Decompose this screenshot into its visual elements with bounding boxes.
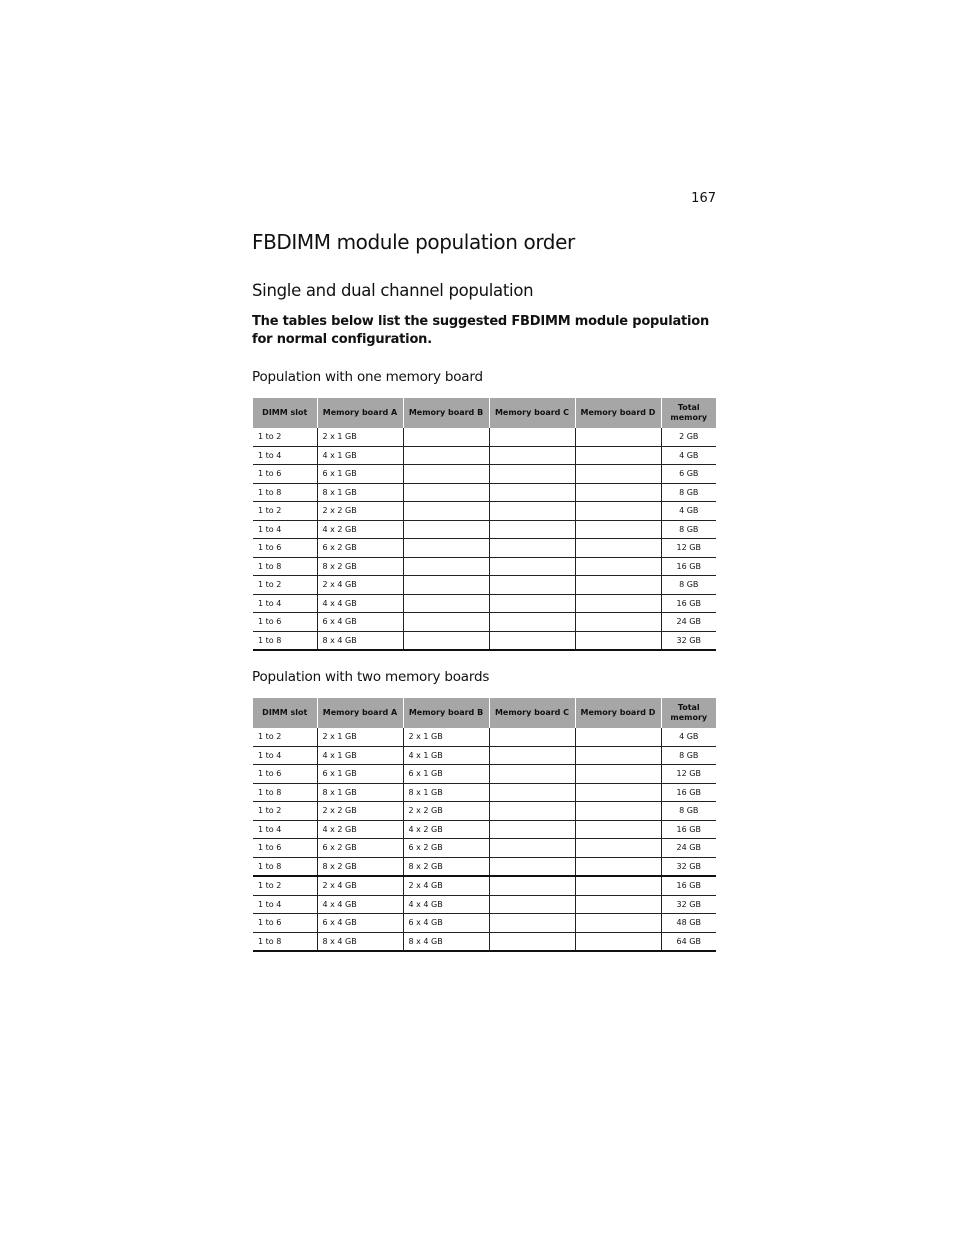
cell-memory-board-d <box>575 895 661 914</box>
cell-total-memory: 8 GB <box>661 746 716 765</box>
cell-memory-board-c <box>489 783 575 802</box>
cell-memory-board-c <box>489 594 575 613</box>
table-row <box>253 520 716 539</box>
cell-total-memory: 8 GB <box>661 520 716 539</box>
cell-memory-board-a: 4 x 4 GB <box>317 895 403 914</box>
table-row <box>253 631 716 650</box>
cell-memory-board-b <box>403 539 489 558</box>
cell-memory-board-a: 6 x 4 GB <box>317 914 403 933</box>
cell-memory-board-a: 8 x 1 GB <box>317 483 403 502</box>
cell-memory-board-c <box>489 914 575 933</box>
page-title: FBDIMM module population order <box>252 230 575 254</box>
cell-memory-board-c <box>489 631 575 650</box>
cell-memory-board-a: 8 x 2 GB <box>317 857 403 876</box>
header-memory-board-a: Memory board A <box>317 398 403 428</box>
cell-memory-board-d <box>575 520 661 539</box>
cell-memory-board-a: 4 x 1 GB <box>317 746 403 765</box>
cell-total-memory: 6 GB <box>661 465 716 484</box>
page-number: 167 <box>691 191 716 206</box>
cell-total-memory: 12 GB <box>661 539 716 558</box>
cell-memory-board-b: 6 x 4 GB <box>403 914 489 933</box>
cell-dimm-slot: 1 to 8 <box>253 483 317 502</box>
cell-memory-board-a: 8 x 4 GB <box>317 932 403 951</box>
cell-memory-board-d <box>575 839 661 858</box>
cell-total-memory: 8 GB <box>661 483 716 502</box>
cell-memory-board-c <box>489 520 575 539</box>
cell-memory-board-a: 2 x 1 GB <box>317 428 403 446</box>
cell-memory-board-b <box>403 446 489 465</box>
header-memory-board-b: Memory board B <box>403 398 489 428</box>
cell-dimm-slot: 1 to 2 <box>253 802 317 821</box>
table-row <box>253 483 716 502</box>
cell-memory-board-c <box>489 802 575 821</box>
cell-memory-board-b <box>403 594 489 613</box>
header-dimm-slot: DIMM slot <box>253 698 317 728</box>
header-memory-board-d: Memory board D <box>575 398 661 428</box>
cell-memory-board-d <box>575 594 661 613</box>
cell-memory-board-d <box>575 483 661 502</box>
section-title: Single and dual channel population <box>252 281 534 300</box>
cell-dimm-slot: 1 to 8 <box>253 557 317 576</box>
table-one-caption: Population with one memory board <box>252 369 483 385</box>
cell-memory-board-b <box>403 557 489 576</box>
cell-memory-board-a: 6 x 1 GB <box>317 465 403 484</box>
cell-memory-board-a: 6 x 2 GB <box>317 539 403 558</box>
cell-total-memory: 8 GB <box>661 802 716 821</box>
cell-memory-board-b: 8 x 4 GB <box>403 932 489 951</box>
cell-dimm-slot: 1 to 4 <box>253 895 317 914</box>
cell-memory-board-b: 8 x 1 GB <box>403 783 489 802</box>
table-row <box>253 802 716 821</box>
table-row <box>253 728 716 746</box>
cell-total-memory: 8 GB <box>661 576 716 595</box>
header-memory-board-a: Memory board A <box>317 698 403 728</box>
cell-memory-board-c <box>489 857 575 876</box>
cell-memory-board-b: 4 x 4 GB <box>403 895 489 914</box>
cell-memory-board-b: 2 x 1 GB <box>403 728 489 746</box>
cell-total-memory: 64 GB <box>661 932 716 951</box>
cell-memory-board-b: 8 x 2 GB <box>403 857 489 876</box>
cell-total-memory: 32 GB <box>661 857 716 876</box>
cell-memory-board-c <box>489 932 575 951</box>
header-total-memory: Total memory <box>661 398 716 428</box>
cell-memory-board-b <box>403 465 489 484</box>
cell-memory-board-c <box>489 557 575 576</box>
table-row <box>253 895 716 914</box>
cell-dimm-slot: 1 to 4 <box>253 446 317 465</box>
cell-total-memory: 4 GB <box>661 446 716 465</box>
table-header-row <box>253 398 716 428</box>
cell-memory-board-d <box>575 857 661 876</box>
cell-memory-board-a: 8 x 2 GB <box>317 557 403 576</box>
cell-memory-board-d <box>575 465 661 484</box>
cell-total-memory: 12 GB <box>661 765 716 784</box>
cell-total-memory: 2 GB <box>661 428 716 446</box>
cell-memory-board-a: 2 x 4 GB <box>317 876 403 895</box>
cell-memory-board-d <box>575 613 661 632</box>
cell-memory-board-b <box>403 483 489 502</box>
cell-total-memory: 24 GB <box>661 839 716 858</box>
cell-memory-board-d <box>575 765 661 784</box>
cell-memory-board-c <box>489 765 575 784</box>
population-table-two-boards <box>253 698 716 952</box>
table-header-row <box>253 698 716 728</box>
cell-memory-board-c <box>489 895 575 914</box>
table-row <box>253 502 716 521</box>
cell-memory-board-c <box>489 483 575 502</box>
table-row <box>253 594 716 613</box>
cell-memory-board-a: 8 x 1 GB <box>317 783 403 802</box>
cell-memory-board-d <box>575 932 661 951</box>
cell-dimm-slot: 1 to 6 <box>253 613 317 632</box>
table-row <box>253 820 716 839</box>
cell-memory-board-b <box>403 631 489 650</box>
cell-memory-board-a: 2 x 1 GB <box>317 728 403 746</box>
table-row <box>253 932 716 951</box>
cell-dimm-slot: 1 to 4 <box>253 820 317 839</box>
table-row <box>253 465 716 484</box>
cell-memory-board-c <box>489 428 575 446</box>
table-two-caption: Population with two memory boards <box>252 669 490 685</box>
cell-memory-board-b: 4 x 2 GB <box>403 820 489 839</box>
cell-dimm-slot: 1 to 2 <box>253 876 317 895</box>
header-dimm-slot: DIMM slot <box>253 398 317 428</box>
cell-dimm-slot: 1 to 6 <box>253 465 317 484</box>
cell-memory-board-a: 4 x 2 GB <box>317 820 403 839</box>
cell-memory-board-a: 6 x 1 GB <box>317 765 403 784</box>
table-row <box>253 557 716 576</box>
table-row <box>253 765 716 784</box>
table-row <box>253 857 716 876</box>
table-row <box>253 539 716 558</box>
cell-memory-board-d <box>575 502 661 521</box>
cell-memory-board-b <box>403 428 489 446</box>
cell-total-memory: 16 GB <box>661 876 716 895</box>
cell-dimm-slot: 1 to 4 <box>253 746 317 765</box>
cell-memory-board-c <box>489 839 575 858</box>
cell-memory-board-d <box>575 746 661 765</box>
cell-memory-board-a: 6 x 2 GB <box>317 839 403 858</box>
intro-paragraph: The tables below list the suggested FBDIMM module population for normal configuration. <box>252 314 710 347</box>
cell-memory-board-b: 2 x 2 GB <box>403 802 489 821</box>
cell-dimm-slot: 1 to 6 <box>253 539 317 558</box>
cell-memory-board-d <box>575 428 661 446</box>
table-row <box>253 576 716 595</box>
cell-memory-board-a: 2 x 2 GB <box>317 802 403 821</box>
cell-memory-board-b <box>403 576 489 595</box>
cell-total-memory: 24 GB <box>661 613 716 632</box>
cell-total-memory: 16 GB <box>661 783 716 802</box>
cell-memory-board-c <box>489 446 575 465</box>
table-row <box>253 428 716 446</box>
cell-memory-board-d <box>575 914 661 933</box>
cell-memory-board-a: 8 x 4 GB <box>317 631 403 650</box>
cell-memory-board-c <box>489 876 575 895</box>
cell-memory-board-d <box>575 820 661 839</box>
cell-dimm-slot: 1 to 2 <box>253 428 317 446</box>
cell-memory-board-a: 4 x 2 GB <box>317 520 403 539</box>
cell-total-memory: 32 GB <box>661 631 716 650</box>
cell-memory-board-c <box>489 613 575 632</box>
table-row <box>253 783 716 802</box>
cell-total-memory: 4 GB <box>661 502 716 521</box>
header-memory-board-c: Memory board C <box>489 698 575 728</box>
cell-total-memory: 48 GB <box>661 914 716 933</box>
cell-memory-board-a: 2 x 4 GB <box>317 576 403 595</box>
cell-memory-board-a: 4 x 4 GB <box>317 594 403 613</box>
cell-memory-board-a: 2 x 2 GB <box>317 502 403 521</box>
cell-dimm-slot: 1 to 4 <box>253 594 317 613</box>
cell-memory-board-b: 2 x 4 GB <box>403 876 489 895</box>
cell-memory-board-c <box>489 502 575 521</box>
cell-dimm-slot: 1 to 4 <box>253 520 317 539</box>
table-row <box>253 876 716 895</box>
cell-total-memory: 4 GB <box>661 728 716 746</box>
cell-memory-board-a: 6 x 4 GB <box>317 613 403 632</box>
cell-total-memory: 16 GB <box>661 594 716 613</box>
cell-total-memory: 32 GB <box>661 895 716 914</box>
cell-memory-board-c <box>489 728 575 746</box>
cell-memory-board-c <box>489 539 575 558</box>
cell-dimm-slot: 1 to 8 <box>253 857 317 876</box>
cell-memory-board-b: 6 x 2 GB <box>403 839 489 858</box>
cell-memory-board-d <box>575 557 661 576</box>
cell-memory-board-c <box>489 746 575 765</box>
table-row <box>253 613 716 632</box>
cell-dimm-slot: 1 to 8 <box>253 932 317 951</box>
cell-memory-board-b <box>403 502 489 521</box>
cell-dimm-slot: 1 to 2 <box>253 728 317 746</box>
cell-memory-board-c <box>489 576 575 595</box>
cell-memory-board-d <box>575 539 661 558</box>
cell-dimm-slot: 1 to 8 <box>253 783 317 802</box>
cell-dimm-slot: 1 to 2 <box>253 502 317 521</box>
cell-memory-board-b: 4 x 1 GB <box>403 746 489 765</box>
cell-memory-board-d <box>575 876 661 895</box>
header-memory-board-c: Memory board C <box>489 398 575 428</box>
cell-total-memory: 16 GB <box>661 820 716 839</box>
cell-memory-board-a: 4 x 1 GB <box>317 446 403 465</box>
cell-memory-board-d <box>575 783 661 802</box>
cell-memory-board-d <box>575 802 661 821</box>
cell-total-memory: 16 GB <box>661 557 716 576</box>
cell-memory-board-b <box>403 520 489 539</box>
cell-memory-board-d <box>575 446 661 465</box>
cell-memory-board-d <box>575 576 661 595</box>
header-memory-board-d: Memory board D <box>575 698 661 728</box>
cell-dimm-slot: 1 to 2 <box>253 576 317 595</box>
cell-memory-board-c <box>489 465 575 484</box>
cell-memory-board-c <box>489 820 575 839</box>
population-table-one-board <box>253 398 716 651</box>
table-row <box>253 746 716 765</box>
cell-memory-board-d <box>575 631 661 650</box>
header-total-memory: Total memory <box>661 698 716 728</box>
table-row <box>253 914 716 933</box>
cell-dimm-slot: 1 to 8 <box>253 631 317 650</box>
table-row <box>253 839 716 858</box>
header-memory-board-b: Memory board B <box>403 698 489 728</box>
cell-memory-board-b: 6 x 1 GB <box>403 765 489 784</box>
cell-memory-board-b <box>403 613 489 632</box>
cell-memory-board-d <box>575 728 661 746</box>
table-row <box>253 446 716 465</box>
cell-dimm-slot: 1 to 6 <box>253 914 317 933</box>
cell-dimm-slot: 1 to 6 <box>253 765 317 784</box>
cell-dimm-slot: 1 to 6 <box>253 839 317 858</box>
